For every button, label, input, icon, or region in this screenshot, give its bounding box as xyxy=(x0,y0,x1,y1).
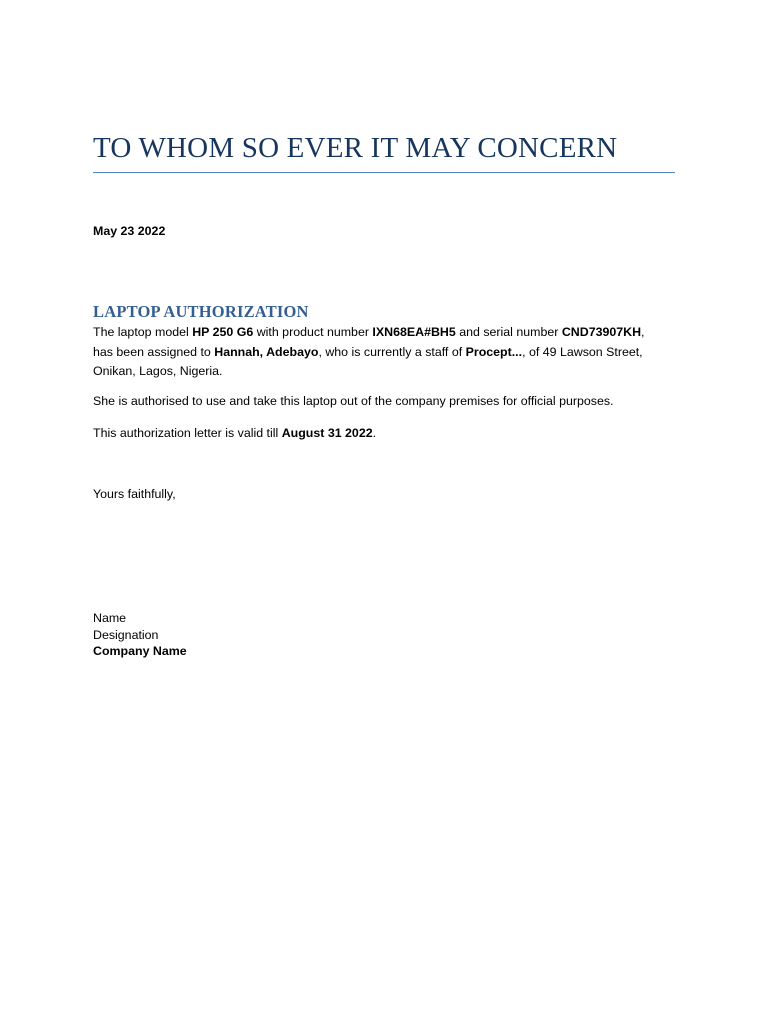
signature-designation: Designation xyxy=(93,627,159,642)
text-segment: Onikan, Lagos, Nigeria. xyxy=(93,364,223,378)
text-segment: with product number xyxy=(253,325,373,339)
letter-date: May 23 2022 xyxy=(93,224,166,238)
section-heading: LAPTOP AUTHORIZATION xyxy=(93,302,309,321)
signature-company: Company Name xyxy=(93,644,187,658)
text-segment: and serial number xyxy=(455,325,562,339)
product-number: IXN68EA#BH5 xyxy=(372,325,456,339)
title-underline xyxy=(93,172,675,173)
company-name-inline: Procept... xyxy=(465,344,523,359)
paragraph-line xyxy=(93,323,683,343)
letter-title: TO WHOM SO EVER IT MAY CONCERN xyxy=(93,132,618,164)
text-segment: The laptop model xyxy=(93,325,193,339)
valid-until-date: August 31 2022 xyxy=(281,426,373,440)
assignee-name: Hannah, Adebayo xyxy=(214,344,319,359)
usage-paragraph: She is authorised to use and take this laptop out of the company premises for official purposes. xyxy=(93,394,614,408)
closing-salutation: Yours faithfully, xyxy=(93,487,176,501)
text-segment: has been assigned to xyxy=(93,344,215,359)
laptop-model: HP 250 G6 xyxy=(192,325,254,339)
text-segment: , who is currently a staff of xyxy=(318,344,466,359)
text-segment: , of 49 Lawson Street, xyxy=(522,344,643,359)
text-segment: This authorization letter is valid till xyxy=(93,426,282,440)
text-segment: , xyxy=(641,325,645,339)
paragraph-line xyxy=(93,362,683,382)
paragraph-line xyxy=(93,343,683,363)
validity-paragraph xyxy=(93,424,376,444)
signature-block xyxy=(93,610,187,660)
serial-number: CND73907KH xyxy=(561,325,642,339)
authorization-paragraph xyxy=(93,323,683,382)
text-segment: . xyxy=(372,426,377,440)
signature-name: Name xyxy=(93,611,127,625)
